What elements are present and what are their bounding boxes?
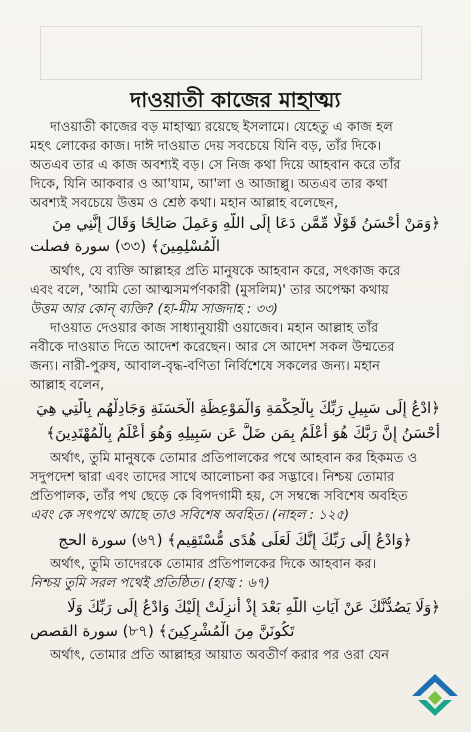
logo-icon bbox=[408, 670, 462, 720]
paragraph-line: সদুপদেশ দ্বারা এবং তাদের সাথে আলোচনা কর সদ্ভাবে। নিশ্চয় তোমার bbox=[30, 470, 395, 485]
paragraph-line: আল্লাহ বলেন, bbox=[30, 378, 105, 393]
paragraph-line: অতএব তার এ কাজ অবশ্যই বড়। সে নিজ কথা দিয়ে আহবান করে তাঁর bbox=[30, 158, 401, 173]
paragraph-line: নিশ্চয় তুমি সরল পথেই প্রতিষ্ঠিত। (হাজ্ব : ৬৭) bbox=[30, 576, 270, 591]
bleed-through-text bbox=[40, 4, 420, 80]
paragraph-line: দাওয়াতী কাজের বড় মাহাত্ম্য রয়েছে ইসলামে। যেহেতু এ কাজ হল bbox=[50, 120, 393, 135]
arabic-verse-line: ﴿ادْعُ إِلَى سَبِيلِ رَبِّكَ بِالْحِكْمَةِ وَالْمَوْعِظَةِ الْحَسَنَةِ وَجَادِلْهُم بِالَّتِي هِيَ bbox=[36, 399, 440, 417]
arabic-verse-line: الْمُسْلِمِينَ﴾ (৩৩) سورة فصلت bbox=[30, 237, 220, 255]
paragraph-line: অর্থাৎ, তুমি মানুষকে তোমার প্রতিপালকের পথে আহবান কর হিকমত ও bbox=[50, 451, 418, 466]
paragraph-line: উত্তম আর কোন্ ব্যক্তি? (হা-মীম সাজদাহ : ৩৩) bbox=[30, 302, 278, 317]
paragraph-line: জন্য। নারী-পুরুষ, আবাল-বৃদ্ধ-বণিতা নির্বিশেষে সকলের জন্য। মহান bbox=[30, 359, 380, 374]
paragraph-line: অবশ্যই সবচেয়ে উত্তম ও শ্রেষ্ঠ কথা। মহান আল্লাহ বলেছেন, bbox=[30, 196, 339, 211]
paragraph-line: নবীকে দাওয়াত দিতে আদেশ করেছেন। আর সে আদেশ সকল উম্মতের bbox=[30, 340, 395, 355]
paragraph-line: প্রতিপালক, তাঁর পথ ছেড়ে কে বিপদগামী হয়, সে সম্বন্ধে সবিশেষ অবহিত bbox=[30, 489, 408, 504]
arabic-verse-line: تَكُونَنَّ مِنَ الْمُشْرِكِينَ﴾ (৮৭) سورة القصص bbox=[30, 622, 295, 640]
arabic-verse-line: ﴿وَمَنْ أَحْسَنُ قَوْلًا مِّمَّن دَعَا إِلَى اللَّهِ وَعَمِلَ صَالِحًا وَقَالَ إِنَّنِي مِنَ bbox=[51, 214, 440, 232]
paragraph-line: দাওয়াত দেওয়ার কাজ সাধ্যানুযায়ী ওয়াজেব। মহান আল্লাহ তাঁর bbox=[50, 321, 379, 336]
bleed-through-box bbox=[40, 26, 422, 80]
paragraph-line: অর্থাৎ, তুমি তাদেরকে তোমার প্রতিপালকের দিকে আহবান কর। bbox=[50, 557, 377, 572]
paragraph-line: দিকে, যিনি আকবার ও আ'যাম, আ'লা ও আজাল্লু। অতএব তার কথা bbox=[30, 177, 388, 192]
arabic-verse-line: ﴿وَادْعُ إِلَى رَبِّكَ إِنَّكَ لَعَلَى هُدًى مُّسْتَقِيمٍ﴾ (৬৭) سورة الحج bbox=[58, 531, 412, 549]
paragraph-line: মহৎ লোকের কাজ। দাঈ দাওয়াত দেয় সবচেয়ে যিনি বড়, তাঁর দিকে। bbox=[30, 139, 382, 154]
arabic-verse-line: ﴿وَلَا يَصُدُّنَّكَ عَنْ آيَاتِ اللَّهِ بَعْدَ إِذْ أُنزِلَتْ إِلَيْكَ وَادْعُ إِلَى رَبِّكَ وَلَا bbox=[67, 598, 440, 616]
paragraph-line: অর্থাৎ, যে ব্যক্তি আল্লাহর প্রতি মানুষকে আহবান করে, সৎকাজ করে bbox=[50, 264, 401, 279]
paragraph-line: এবং বলে, 'আমি তো আত্মসমর্পণকারী (মুসলিম)' তার অপেক্ষা কথায় bbox=[30, 283, 389, 298]
paragraph-line: এবং কে সৎপথে আছে তাও সবিশেষ অবহিত। (নাহল : ১২৫) bbox=[30, 508, 350, 523]
arabic-verse-line: أَحْسَنُ إِنَّ رَبَّكَ هُوَ أَعْلَمُ بِمَن ضَلَّ عَن سَبِيلِهِ وَهُوَ أَعْلَمُ بِالْمُهْتَدِينَ﴾ bbox=[46, 424, 440, 442]
title-underline bbox=[150, 110, 320, 111]
paragraph-line: অর্থাৎ, তোমার প্রতি আল্লাহর আয়াত অবতীর্ণ করার পর ওরা যেন bbox=[50, 648, 390, 663]
page-title: দাওয়াতী কাজের মাহাত্ম্য bbox=[130, 88, 341, 112]
